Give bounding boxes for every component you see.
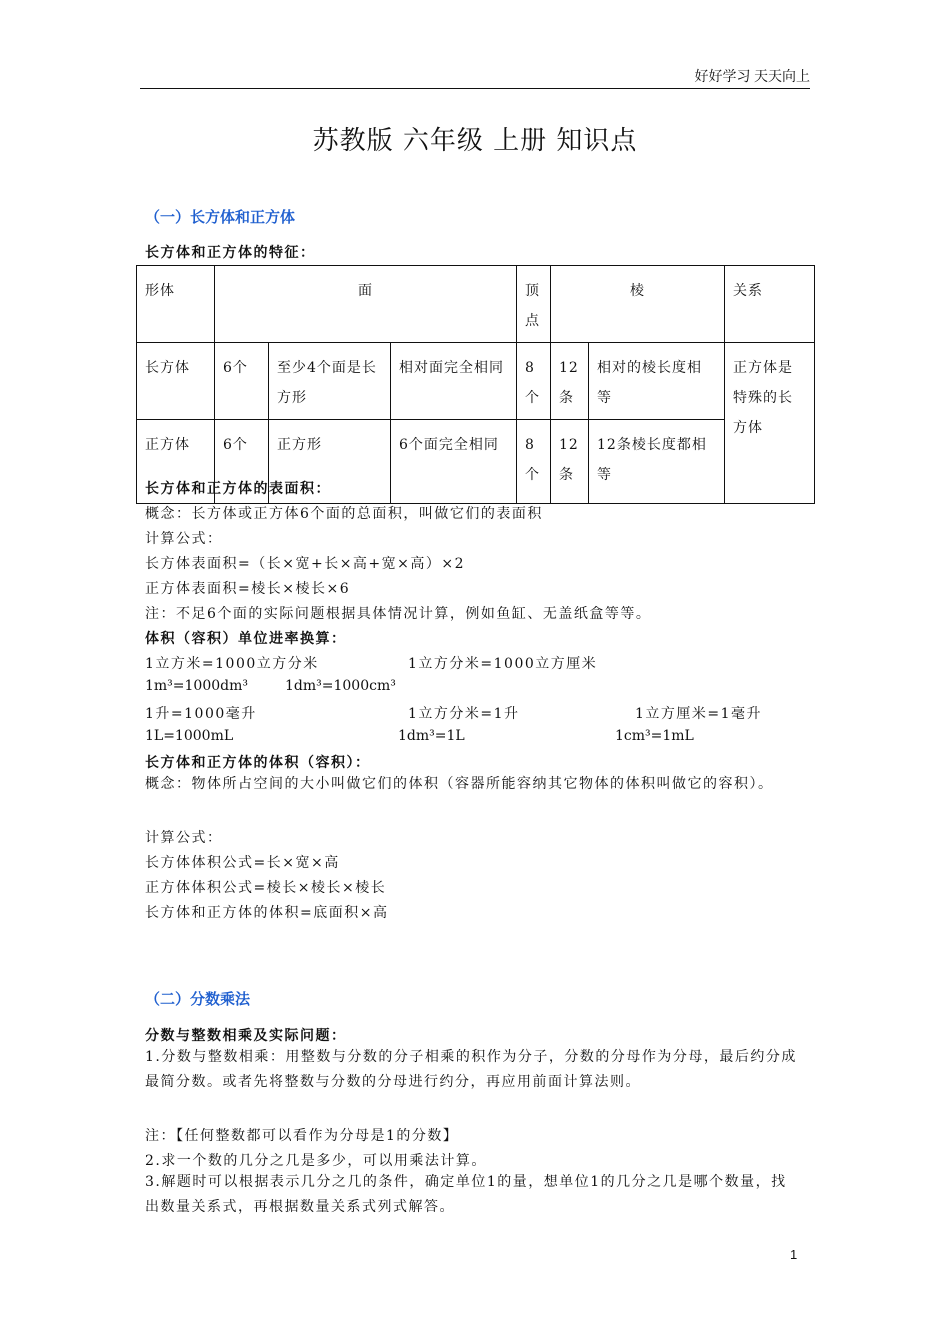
cell-face-count: 6个 (215, 420, 269, 504)
fraction-rule-3: 3.解题时可以根据表示几分之几的条件，确定单位1的量，想单位1的几分之几是哪个数量，找出数量关系式，再根据数量关系式列式解答。 (145, 1174, 787, 1215)
cube-area-formula: 正方体表面积=棱长×棱长×6 (145, 581, 351, 597)
cell-face-shape: 正方形 (269, 420, 391, 504)
general-volume-formula: 长方体和正方体的体积=底面积×高 (145, 905, 389, 921)
unit-conversion: 1立方分米=1升 (408, 706, 520, 722)
surface-area-title: 长方体和正方体的表面积： (145, 481, 331, 497)
cell-edge-count: 12条 (551, 343, 589, 420)
page-number: 1 (790, 1247, 798, 1262)
unit-conversion: 1立方厘米=1毫升 (635, 706, 763, 722)
unit-conversion: 1立方米=1000立方分米 (145, 656, 319, 672)
cell-vertices: 8个 (517, 343, 551, 420)
cell-face-count: 6个 (215, 343, 269, 420)
cuboid-area-formula: 长方体表面积=（长×宽+长×高+宽×高）×2 (145, 556, 466, 572)
surface-area-note: 注：不足6个面的实际问题根据具体情况计算，例如鱼缸、无盖纸盒等等。 (145, 606, 652, 622)
unit-conversion-title: 体积（容积）单位进率换算： (145, 631, 347, 647)
surface-area-concept: 概念：长方体或正方体6个面的总面积，叫做它们的表面积 (145, 506, 543, 522)
volume-title: 长方体和正方体的体积（容积）： (145, 755, 371, 771)
cell-vertices: 8个 (517, 420, 551, 504)
th-vertex: 顶点 (517, 266, 551, 343)
fraction-rule-1: 1.分数与整数相乘：用整数与分数的分子相乘的积作为分子，分数的分母作为分母，最后约分成最简分数。或者先将整数与分数的分母进行约分，再应用前面计算法则。 (145, 1049, 797, 1090)
unit-conversion: 1升=1000毫升 (145, 706, 257, 722)
th-shape: 形体 (137, 266, 215, 343)
unit-conversion: 1dm³=1000cm³ (285, 678, 396, 694)
fraction-subtitle: 分数与整数相乘及实际问题： (145, 1028, 347, 1044)
section-2-heading: （二）分数乘法 (145, 990, 251, 1008)
unit-conversion: 1L=1000mL (145, 728, 234, 744)
section-1-heading: （一）长方体和正方体 (145, 208, 296, 226)
th-edge: 棱 (551, 266, 725, 343)
page-header: 好好学习 天天向上 (694, 70, 810, 85)
cell-edge-relation: 12条棱长度都相等 (589, 420, 725, 504)
formula-label: 计算公式： (145, 830, 223, 846)
fraction-rule-2: 2.求一个数的几分之几是多少，可以用乘法计算。 (145, 1153, 487, 1169)
cell-face-relation: 相对面完全相同 (391, 343, 517, 420)
unit-conversion: 1dm³=1L (398, 728, 465, 744)
cell-relation: 正方体是特殊的长方体 (725, 343, 815, 504)
unit-conversion: 1cm³=1mL (615, 728, 694, 744)
volume-concept: 概念：物体所占空间的大小叫做它们的体积（容器所能容纳其它物体的体积叫做它的容积）。 (145, 776, 774, 792)
th-face: 面 (215, 266, 517, 343)
cell-shape: 正方体 (137, 420, 215, 504)
cell-face-relation: 6个面完全相同 (391, 420, 517, 504)
cuboid-volume-formula: 长方体体积公式=长×宽×高 (145, 855, 340, 871)
cell-edge-relation: 相对的棱长度相等 (589, 343, 725, 420)
formula-label: 计算公式： (145, 531, 223, 547)
cell-face-shape: 至少4个面是长方形 (269, 343, 391, 420)
features-table (136, 265, 815, 504)
unit-conversion: 1m³=1000dm³ (145, 678, 249, 694)
cell-edge-count: 12条 (551, 420, 589, 504)
cell-shape: 长方体 (137, 343, 215, 420)
cube-volume-formula: 正方体体积公式=棱长×棱长×棱长 (145, 880, 387, 896)
th-relation: 关系 (725, 266, 815, 343)
unit-conversion: 1立方分米=1000立方厘米 (408, 656, 598, 672)
document-title: 苏教版 六年级 上册 知识点 (312, 126, 638, 156)
table-row (137, 343, 815, 420)
table-header-row (137, 266, 815, 343)
fraction-note: 注：【任何整数都可以看作为分母是1的分数】 (145, 1128, 459, 1144)
header-rule (140, 88, 810, 89)
table-title: 长方体和正方体的特征： (145, 245, 316, 261)
